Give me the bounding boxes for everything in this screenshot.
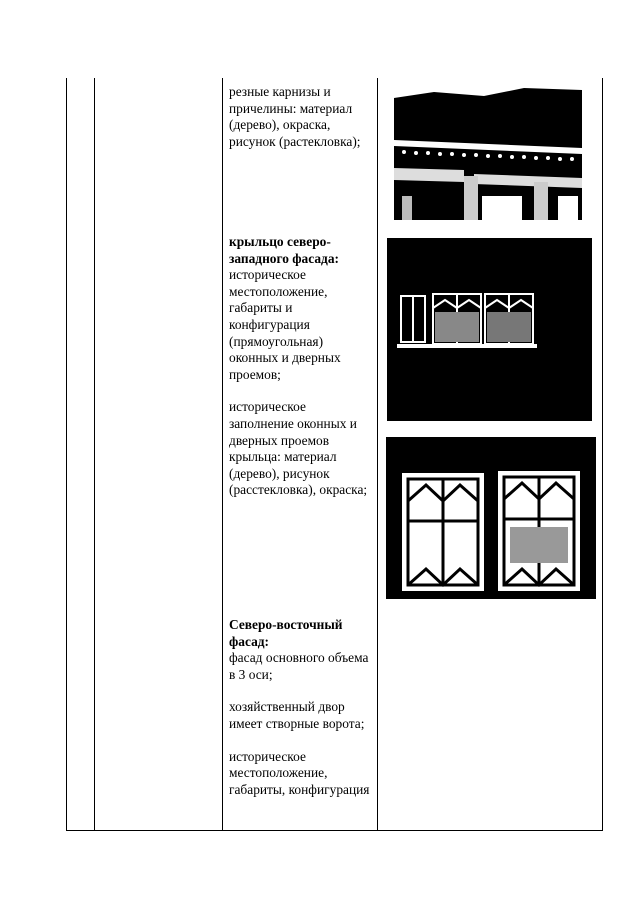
northeast-facade-description	[229, 617, 373, 798]
table-column-divider-2	[222, 78, 223, 831]
porch-windows-photo	[387, 238, 592, 421]
table-column-divider-1	[94, 78, 95, 831]
porch-openings-text: историческое местоположение, габариты и конфигурация (прямоугольная) оконных и дверных проемов;	[229, 267, 341, 382]
table-border-right	[602, 78, 603, 831]
carved-cornice-photo	[394, 78, 582, 220]
porch-window-detail-photo	[386, 437, 596, 599]
porch-heading: крыльцо северо-западного фасада:	[229, 234, 339, 266]
porch-windows-image	[387, 238, 592, 421]
facade-axes-text: фасад основного объема в 3 оси;	[229, 650, 369, 682]
table-column-divider-3	[377, 78, 378, 831]
porch-fill-text: историческое заполнение оконных и дверных проемов крыльца: материал (дерево), рисунок (расстекловка), окраска;	[229, 399, 368, 498]
cornice-text: резные карнизы и причелины: материал (дерево), окраска, рисунок (растекловка);	[229, 84, 361, 149]
location-dimensions-text: историческое местоположение, габариты, конфигурация	[229, 748, 370, 797]
cornice-description	[229, 84, 373, 150]
porch-description	[229, 234, 373, 499]
porch-window-detail-image	[386, 437, 596, 599]
carved-cornice-image	[394, 78, 582, 220]
courtyard-gate-text: хозяйственный двор имеет створные ворота;	[229, 699, 365, 731]
table-border-left	[66, 78, 67, 831]
table-bottom-border	[66, 830, 602, 831]
northeast-facade-heading: Северо-восточный фасад:	[229, 617, 343, 649]
